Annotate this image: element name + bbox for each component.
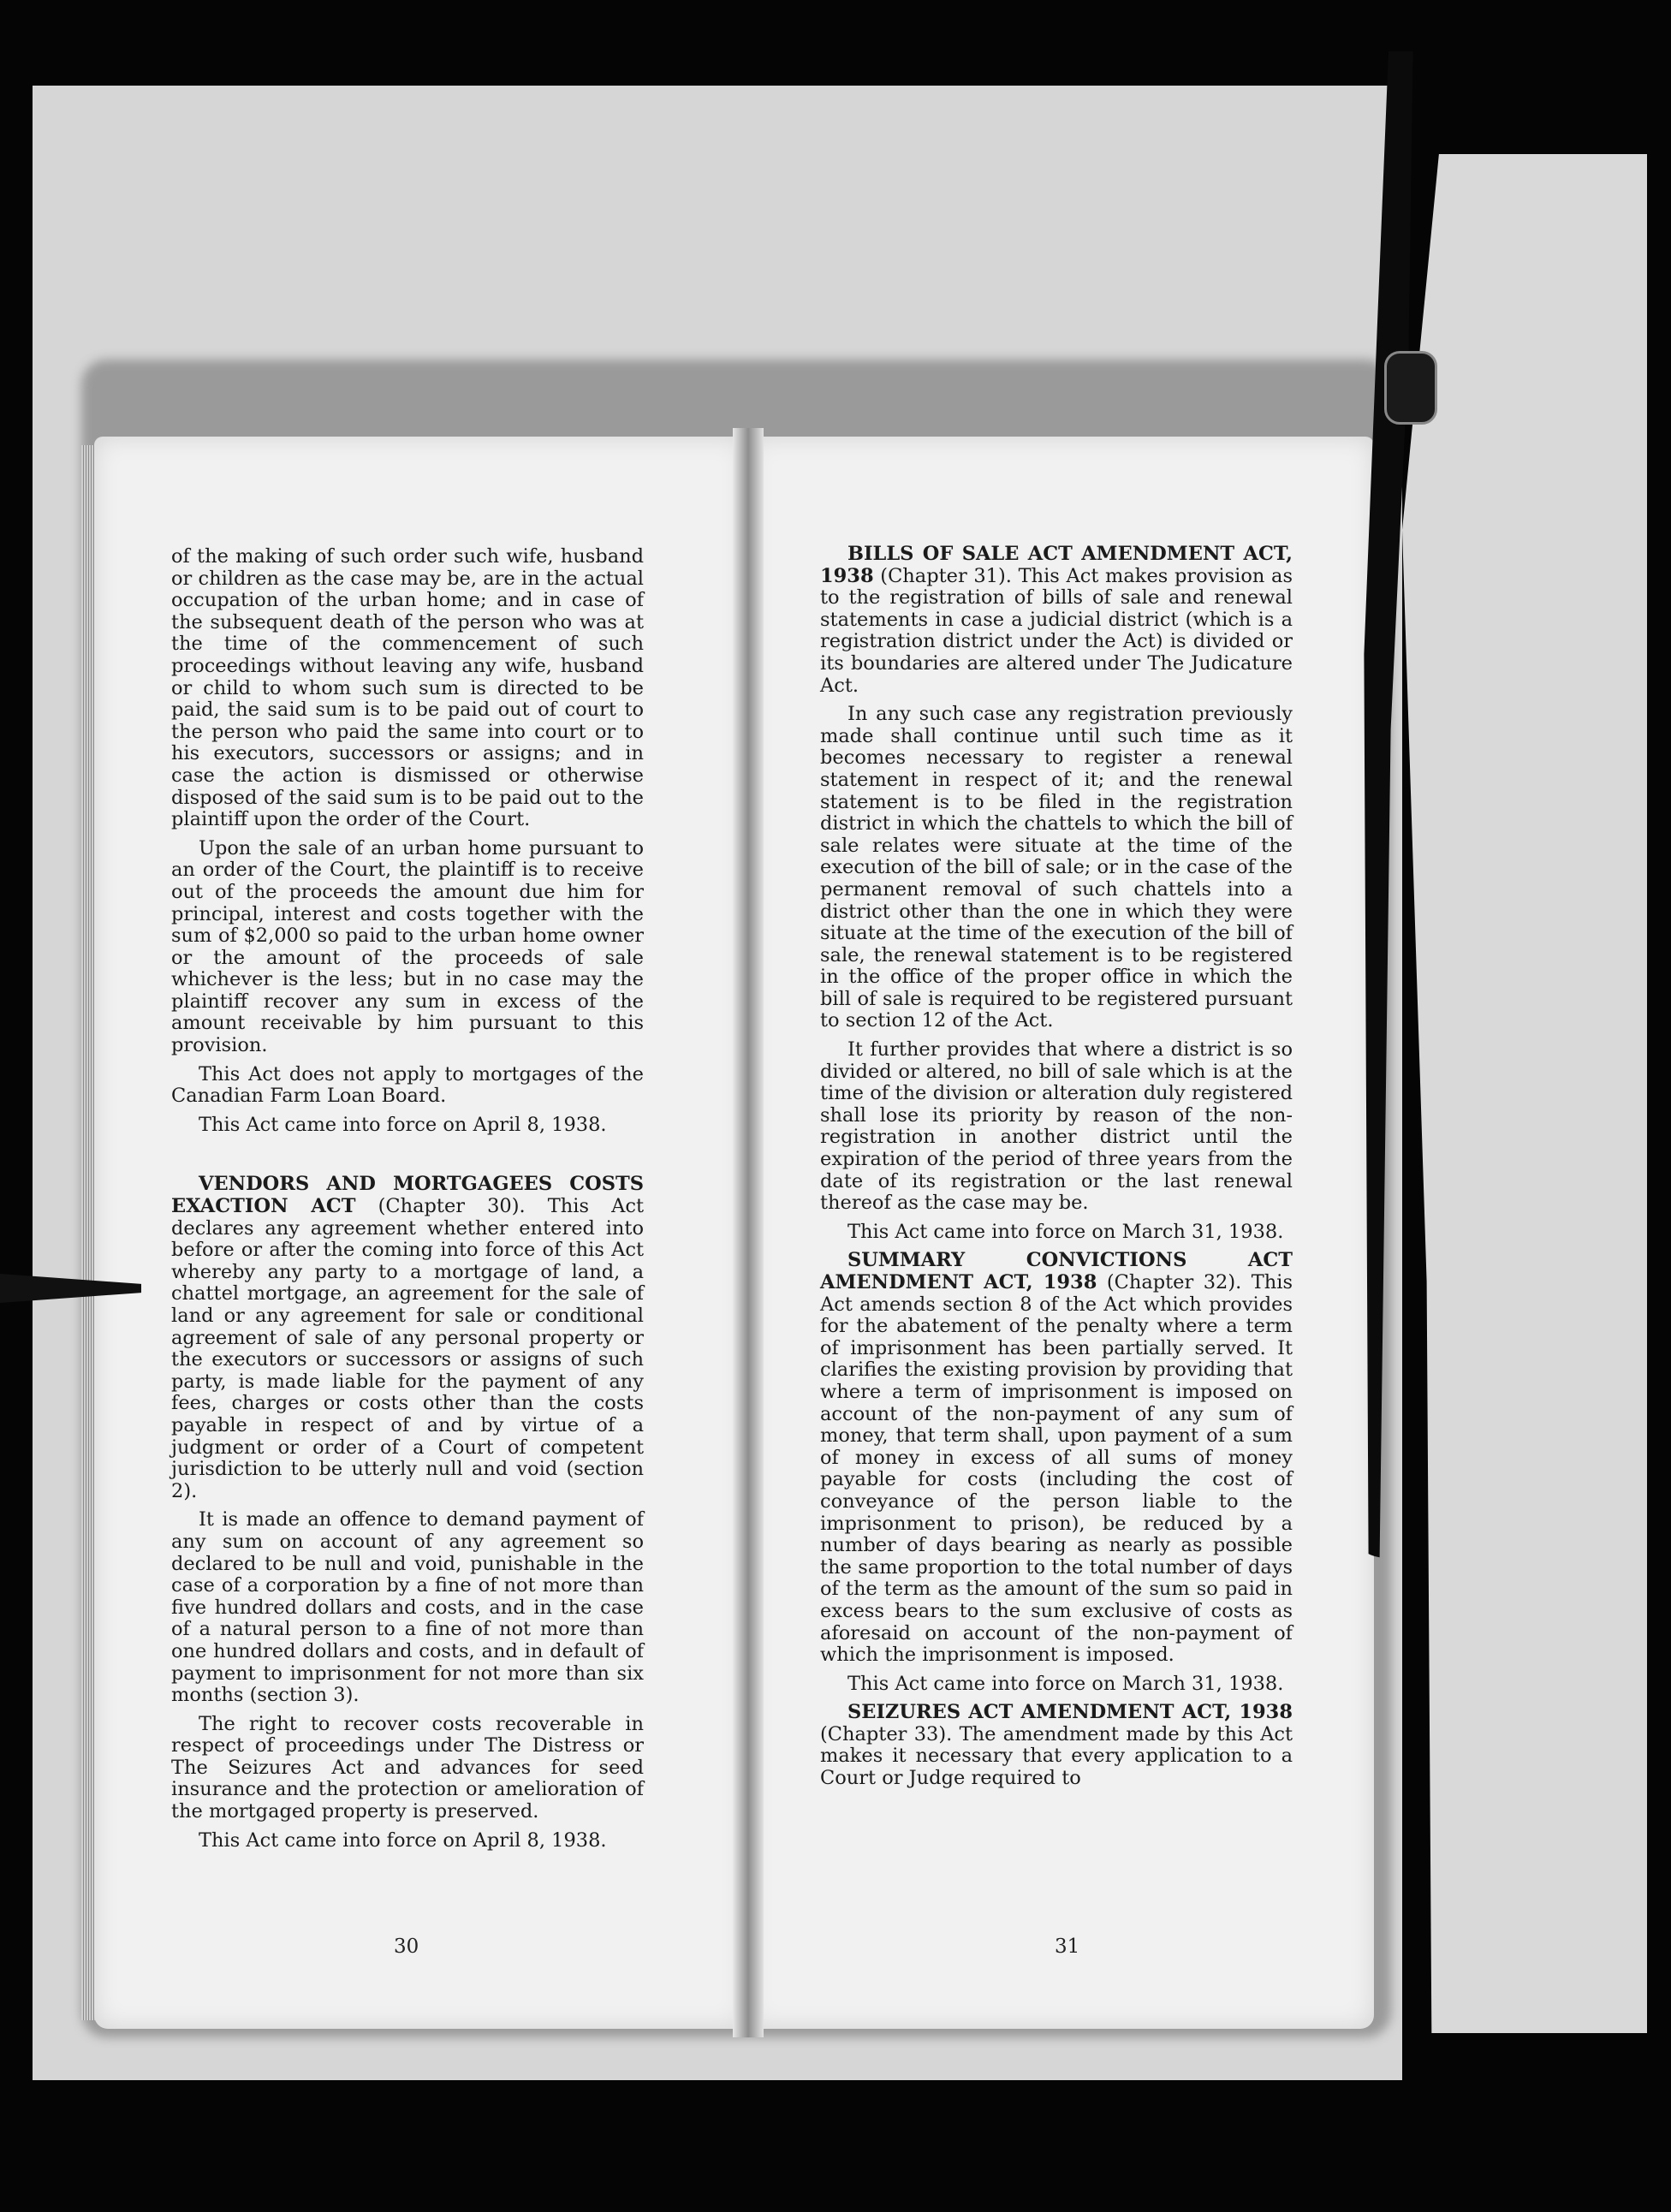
paragraph: This Act came into force on April 8, 1938. [199,1113,607,1136]
section-bills-of-sale [820,544,1293,697]
section-intro: (Chapter 33). The amendment made by this Act makes it necessary that every application to a Court or Judge required to [820,1722,1293,1790]
page-number-right: 31 [1055,1936,1080,1958]
section-heading: VENDORS AND MORTGAGEES COSTS EXACTION ACT [171,1173,644,1218]
paragraph: This Act came into force on April 8, 1938. [199,1828,607,1852]
section-intro: (Chapter 30). This Act declares any agreement whether entered into before or after the coming into force of this Act whereby any party to a mortgage of land, a chattel mortgage, an agreement for the sale of land or any agreement for sale or conditional agreement of sale of any personal property or the executors or successors or assigns of such party, is made liable for the payment of any fees, charges or costs other than the costs payable in respect of and by virtue of a judgment or order of a Court of competent jurisdiction to be utterly null and void (section 2). [171,1195,645,1502]
section-intro: (Chapter 32). This Act amends section 8 of the Act which provides for the abatement of the penalty where a term of imprisonment has been partially served. It clarifies the existing provision by providing that where a term of imprisonment is imposed on account of the non-payment of any sum of money, that term shall, upon payment of a sum of money in excess of all sums of money payable for costs (including the cost of conveyance of the person liable to the imprisonment to prison), be reduced by a number of days bearing as nearly as possible the same proportion to the total number of days of the term as the amount of the sum so paid in excess bears to the sum exclusive of costs as aforesaid on account of the non-payment of which the imprisonment is imposed. [820,1271,1293,1667]
paragraph: Upon the sale of an urban home pursuant to an order of the Court, the plaintiff is to receive out of the proceeds the amount due him for principal, interest and costs together with the sum of $2,000 so paid to the urban home owner or the amount of the proceeds of sale whichever is the less; but in no case may the plaintiff recover any sum in excess of the amount receivable by him pursuant to this provision. [171,836,644,1057]
section-vendors [171,1174,644,1502]
paragraph: This Act does not apply to mortgages of the Canadian Farm Loan Board. [171,1062,644,1108]
section-seizures [820,1702,1293,1789]
stylus-ring [1384,351,1437,425]
section-heading: BILLS OF SALE ACT AMENDMENT ACT, 1938 [820,543,1293,587]
book-gutter [733,428,764,2037]
paragraph: In any such case any registration previously made shall continue until such time as it becomes necessary to register a renewal statement in respect of it; and the renewal statement is to be filed in the registration district in which the chattels to which the bill of sale relates were situate at the time of the execution of the bill of sale; or in the case of the permanent removal of such chattels into a district other than the one in which they were situate at the time of the execution of the bill of sale, the renewal statement is to be registered in the office of the proper office in which the bill of sale is required to be registered pursuant to section 12 of the Act. [820,703,1293,1032]
section-summary-convictions [820,1250,1293,1666]
page-number-left: 30 [394,1936,419,1958]
section-heading: SEIZURES ACT AMENDMENT ACT, 1938 [847,1701,1293,1724]
paragraph: It is made an offence to demand payment of any sum on account of any agreement so declared to be null and void, punishable in the case of a corporation by a fine of not more than five hundred dollars and costs, and in the case of a natural person to a fine of not more than one hundred dollars and costs, and in default of payment to imprisonment for not more than six months (section 3). [171,1508,644,1707]
right-page-text [820,544,1293,1797]
paragraph: This Act came into force on March 31, 1938. [847,1672,1284,1695]
left-page-text [171,546,644,1858]
paragraph: It further provides that where a district is so divided or altered, no bill of sale which is at the time of the division or alteration duly registered shall lose its priority by reason of the non-registration in another district until the expiration of the period of three years from the date of its registration or the last renewal thereof as the case may be. [820,1038,1293,1215]
section-intro: (Chapter 31). This Act makes provision as to the registration of bills of sale and renewal statements in case a judicial district (which is a registration district under the Act) is divided or its boundaries are altered under The Judicature Act. [820,564,1293,697]
paragraph: of the making of such order such wife, husband or children as the case may be, are in the actual occupation of the urban home; and in case of the subsequent death of the person who was at the time of the commencement of such proceedings without leaving any wife, husband or child to whom such sum is directed to be paid, the said sum is to be paid out of court to the person who paid the same into court or to his executors, successors or assigns; and in case the action is dismissed or otherwise disposed of the said sum is to be paid out to the plaintiff upon the order of the Court. [171,545,644,831]
paragraph: The right to recover costs recoverable in respect of proceedings under The Distress or The Seizures Act and advances for seed insurance and the protection or amelioration of the mortgaged property is preserved. [171,1712,644,1823]
section-heading: SUMMARY CONVICTIONS ACT AMENDMENT ACT, 1938 [820,1249,1293,1293]
background-board-edge [1402,154,1647,2033]
paragraph: This Act came into force on March 31, 1938. [847,1220,1284,1243]
